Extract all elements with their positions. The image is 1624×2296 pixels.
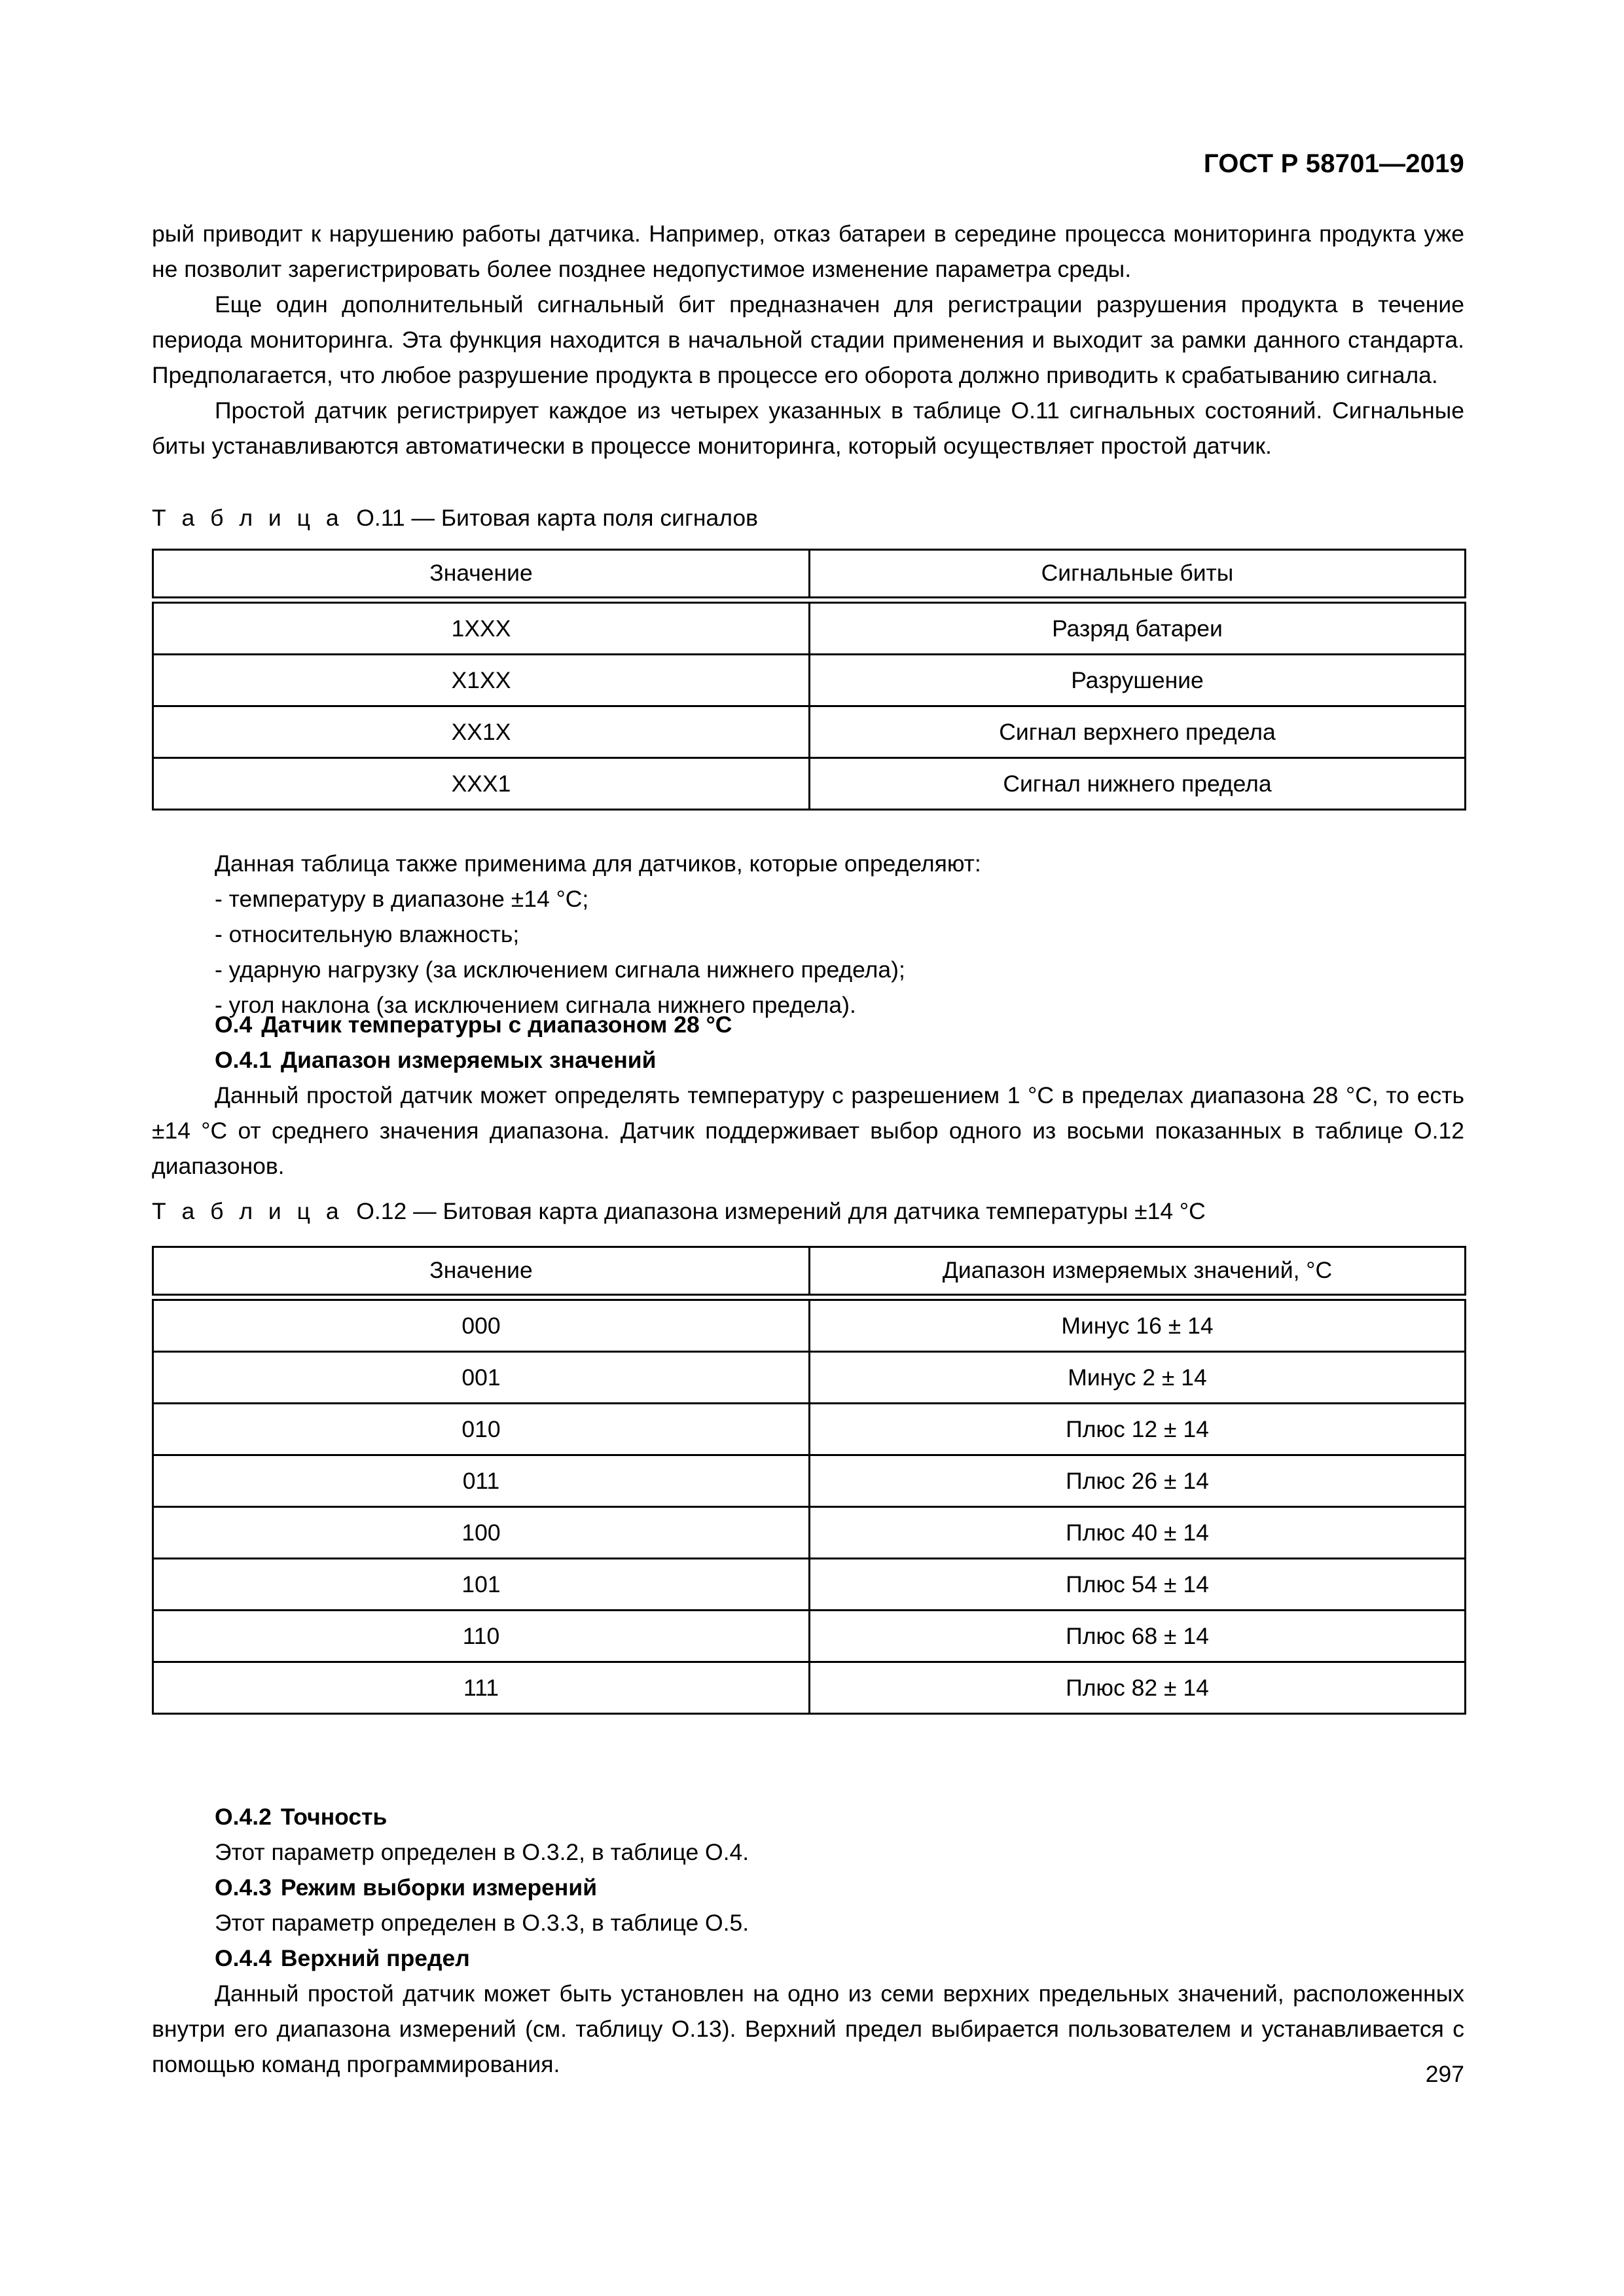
heading-o4-3-text: Режим выборки измерений xyxy=(280,1874,598,1901)
table-11-caption-dash: — xyxy=(411,505,435,531)
heading-o4 xyxy=(152,1007,1464,1042)
heading-o4-2 xyxy=(152,1799,1464,1834)
table-12-caption-dash: — xyxy=(413,1198,437,1224)
table-row xyxy=(153,1559,1466,1611)
heading-o4-2-number: О.4.2 xyxy=(215,1804,272,1830)
table-11-header-row xyxy=(153,550,1466,598)
table-11-cell-3-1: Сигнал нижнего предела xyxy=(810,758,1466,810)
table-12-header-row xyxy=(153,1247,1466,1295)
table-12-caption-label: Т а б л и ц а xyxy=(152,1198,344,1224)
table-11-col-header-1: Сигнальные биты xyxy=(810,550,1466,598)
table-row xyxy=(153,1662,1466,1714)
table-12-caption xyxy=(152,1195,1464,1228)
table-12-cell-1-1: Минус 2 ± 14 xyxy=(810,1352,1466,1404)
heading-o4-4-number: О.4.4 xyxy=(215,1945,272,1971)
table-11-caption-number: О.11 xyxy=(356,505,405,531)
table-12 xyxy=(152,1246,1466,1715)
heading-o4-3 xyxy=(152,1870,1464,1905)
table-11-cell-0-1: Разряд батареи xyxy=(810,603,1466,655)
table-11-col-header-0: Значение xyxy=(153,550,810,598)
after-table-11-list xyxy=(152,846,1464,1023)
table-row xyxy=(153,1352,1466,1404)
table-row xyxy=(153,1455,1466,1507)
intro-section xyxy=(152,216,1464,464)
table-row xyxy=(153,758,1466,810)
table-12-cell-5-0: 101 xyxy=(153,1559,810,1611)
table-12-cell-7-1: Плюс 82 ± 14 xyxy=(810,1662,1466,1714)
section-o4-4-body: Данный простой датчик может быть установлен на одно из семи верхних предельных значений, расположенных внутри его диапазона измерений (см. таблицу О.13). Верхний предел выбирается пользователем и устанавливается с помощью команд программирования. xyxy=(152,1980,1464,2077)
list-item: - ударную нагрузку (за исключением сигнала нижнего предела); xyxy=(215,957,905,983)
heading-o4-number: О.4 xyxy=(215,1011,253,1038)
table-12-cell-6-1: Плюс 68 ± 14 xyxy=(810,1611,1466,1662)
heading-o4-1-number: О.4.1 xyxy=(215,1047,272,1073)
section-o4 xyxy=(152,1007,1464,1184)
table-11-caption xyxy=(152,501,1464,534)
table-12-cell-3-0: 011 xyxy=(153,1455,810,1507)
table-11 xyxy=(152,549,1466,811)
running-header: ГОСТ Р 58701—2019 xyxy=(1203,149,1464,178)
table-row xyxy=(153,706,1466,758)
section-o4-1-body: Данный простой датчик может определять температуру с разрешением 1 °C в пределах диапазона 28 °C, то есть ±14 °C от среднего значения диапазона. Датчик поддерживает выбор одного из восьми показанных в таблице О.12 диапазонов. xyxy=(152,1082,1464,1179)
table-row xyxy=(153,1507,1466,1559)
table-11-cell-1-1: Разрушение xyxy=(810,655,1466,706)
table-12-cell-7-0: 111 xyxy=(153,1662,810,1714)
page-number: 297 xyxy=(1425,2061,1464,2087)
table-11-cell-2-1: Сигнал верхнего предела xyxy=(810,706,1466,758)
table-12-cell-5-1: Плюс 54 ± 14 xyxy=(810,1559,1466,1611)
table-12-cell-6-0: 110 xyxy=(153,1611,810,1662)
heading-o4-1 xyxy=(152,1042,1464,1078)
table-12-cell-1-0: 001 xyxy=(153,1352,810,1404)
table-row xyxy=(153,1611,1466,1662)
table-12-wrapper xyxy=(152,1246,1464,1715)
table-12-cell-3-1: Плюс 26 ± 14 xyxy=(810,1455,1466,1507)
list-lead: Данная таблица также применима для датчиков, которые определяют: xyxy=(215,850,981,877)
table-12-cell-2-0: 010 xyxy=(153,1404,810,1455)
heading-o4-4-text: Верхний предел xyxy=(280,1945,470,1971)
table-12-cell-2-1: Плюс 12 ± 14 xyxy=(810,1404,1466,1455)
table-12-cell-0-0: 000 xyxy=(153,1300,810,1352)
table-12-body xyxy=(153,1300,1466,1714)
table-12-col-header-1: Диапазон измеряемых значений, °C xyxy=(810,1247,1466,1295)
list-item: - угол наклона (за исключением сигнала нижнего предела). xyxy=(215,992,856,1018)
intro-paragraph-1: рый приводит к нарушению работы датчика. Например, отказ батареи в середине процесса мониторинга продукта уже не позволит зарегистрировать более позднее недопустимое изменение параметра среды. xyxy=(152,221,1464,282)
heading-o4-3-number: О.4.3 xyxy=(215,1874,272,1901)
heading-o4-1-text: Диапазон измеряемых значений xyxy=(280,1047,657,1073)
table-11-wrapper xyxy=(152,549,1464,811)
table-12-head xyxy=(153,1247,1466,1300)
section-o4-tail xyxy=(152,1799,1464,2082)
table-row xyxy=(153,603,1466,655)
intro-paragraph-3: Простой датчик регистрирует каждое из четырех указанных в таблице О.11 сигнальных состояний. Сигнальные биты устанавливаются автоматически в процессе мониторинга, который осуществляет простой датчик. xyxy=(152,397,1464,459)
table-12-caption-number: О.12 xyxy=(356,1198,407,1224)
table-row xyxy=(153,1404,1466,1455)
table-12-col-header-0: Значение xyxy=(153,1247,810,1295)
heading-o4-4 xyxy=(152,1941,1464,1976)
table-11-header-rule-gap xyxy=(153,598,1466,603)
heading-o4-2-text: Точность xyxy=(280,1804,388,1830)
table-11-caption-label: Т а б л и ц а xyxy=(152,505,344,531)
table-12-caption-title: Битовая карта диапазона измерений для датчика температуры ±14 °C xyxy=(442,1198,1206,1224)
list-item: - относительную влажность; xyxy=(215,921,520,947)
table-12-cell-4-0: 100 xyxy=(153,1507,810,1559)
table-11-cell-2-0: XX1X xyxy=(153,706,810,758)
section-o4-3-body: Этот параметр определен в О.3.3, в таблице О.5. xyxy=(215,1910,749,1936)
table-11-head xyxy=(153,550,1466,603)
table-11-body xyxy=(153,603,1466,810)
section-o4-2-body: Этот параметр определен в О.3.2, в таблице О.4. xyxy=(215,1839,749,1865)
table-row xyxy=(153,1300,1466,1352)
table-row xyxy=(153,655,1466,706)
table-11-cell-0-0: 1XXX xyxy=(153,603,810,655)
table-11-caption-title: Битовая карта поля сигналов xyxy=(441,505,758,531)
heading-o4-text: Датчик температуры с диапазоном 28 °C xyxy=(261,1011,732,1038)
table-11-cell-3-0: XXX1 xyxy=(153,758,810,810)
table-12-header-rule-gap xyxy=(153,1295,1466,1300)
table-11-cell-1-0: X1XX xyxy=(153,655,810,706)
table-12-cell-4-1: Плюс 40 ± 14 xyxy=(810,1507,1466,1559)
table-12-cell-0-1: Минус 16 ± 14 xyxy=(810,1300,1466,1352)
list-item: - температуру в диапазоне ±14 °C; xyxy=(215,886,589,912)
intro-paragraph-2: Еще один дополнительный сигнальный бит предназначен для регистрации разрушения продукта в течение периода мониторинга. Эта функция находится в начальной стадии применения и выходит за рамки данного стандарта. Предполагается, что любое разрушение продукта в процессе его оборота должно приводить к срабатыванию сигнала. xyxy=(152,291,1464,388)
